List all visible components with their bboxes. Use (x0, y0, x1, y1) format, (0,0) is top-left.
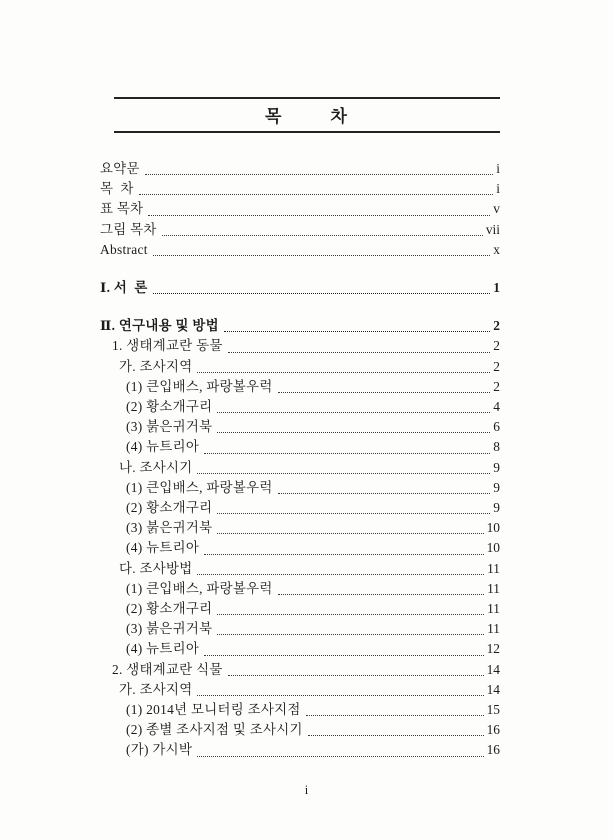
toc-entry-page: 6 (493, 419, 500, 435)
dotted-leader (217, 634, 484, 635)
toc-entry (100, 220, 500, 240)
dotted-leader (228, 675, 484, 676)
toc-entry-page: i (496, 161, 500, 176)
toc-entry (100, 316, 500, 336)
dotted-leader (278, 594, 485, 595)
toc-entry-page: 2 (493, 358, 500, 374)
toc-entry-page: 11 (487, 580, 500, 596)
toc-entry-label: (3) 붉은귀거북 (126, 419, 213, 435)
toc-entry-page: 10 (486, 520, 500, 536)
toc-entry (100, 559, 500, 579)
toc-entry (100, 680, 500, 700)
toc-entry-label: (2) 황소개구리 (126, 399, 213, 415)
toc-entry-page: 12 (486, 641, 500, 657)
dotted-leader (306, 715, 484, 716)
toc-entry-page: 11 (487, 560, 500, 576)
dotted-leader (204, 554, 484, 555)
dotted-leader (217, 533, 483, 534)
toc-entry (100, 437, 500, 457)
dotted-leader (308, 735, 484, 736)
dotted-leader (197, 372, 490, 373)
toc-entry-page: i (496, 181, 500, 197)
page-title: 목 차 (265, 107, 349, 126)
toc-entry (100, 498, 500, 518)
toc-entry-label: (4) 뉴트리아 (126, 540, 200, 556)
toc-entry-label: (3) 붉은귀거북 (126, 520, 213, 536)
toc-entry-label: (가) 가시박 (126, 742, 193, 758)
toc-entry (100, 278, 500, 298)
dotted-leader (148, 215, 490, 216)
dotted-leader (228, 352, 491, 353)
dotted-leader (217, 412, 490, 413)
footer-page-number: i (304, 783, 309, 797)
toc-entry (100, 518, 500, 538)
toc-entry-page: x (493, 241, 500, 257)
toc-entry-page: 9 (493, 459, 500, 475)
dotted-leader (217, 513, 490, 514)
toc-entry-label: 2. 생태계교란 식물 (112, 661, 223, 677)
toc-entry-page: 9 (493, 500, 500, 516)
toc-entry-label: (4) 뉴트리아 (126, 439, 200, 455)
toc-entry-label: 1. 생태계교란 동물 (112, 338, 223, 354)
toc-entry (100, 478, 500, 498)
toc-entry-label: 요약문 (100, 161, 140, 176)
toc-entry-page: 11 (487, 601, 500, 617)
toc-entry-label: Ⅱ. 연구내용 및 방법 (100, 318, 219, 334)
toc-entry-label: (1) 큰입배스, 파랑볼우럭 (126, 580, 273, 596)
toc-entry-label: Ⅰ. 서 론 (100, 280, 148, 296)
toc-entry-page: 16 (486, 722, 500, 738)
toc-entry-label: 가. 조사지역 (119, 358, 193, 374)
toc-entry (100, 700, 500, 720)
toc-entry (100, 720, 500, 740)
toc-entry-page: 2 (493, 318, 500, 334)
toc-entry-label: 그림 목차 (100, 221, 157, 237)
toc-entry-label: (3) 붉은귀거북 (126, 621, 213, 637)
dotted-leader (197, 756, 484, 757)
dotted-leader (197, 695, 483, 696)
dotted-leader (139, 194, 493, 195)
toc-entry-label: (4) 뉴트리아 (126, 641, 200, 657)
toc-entry-page: 15 (486, 702, 500, 718)
toc-entry-page: 14 (486, 661, 500, 677)
dotted-leader (204, 453, 490, 454)
toc-entry-page: 2 (493, 338, 500, 354)
toc-entry-page: 11 (487, 621, 500, 637)
toc-entry-label: 다. 조사방법 (119, 560, 193, 576)
toc-entry-page: 10 (486, 540, 500, 556)
toc-entry (100, 397, 500, 417)
toc-entry-label: (2) 황소개구리 (126, 601, 213, 617)
toc-entry (100, 579, 500, 599)
toc-entry (100, 417, 500, 437)
dotted-leader (217, 614, 484, 615)
toc-entry (100, 619, 500, 639)
toc-entry-label: 목 차 (100, 181, 134, 197)
toc-entry-page: 14 (486, 681, 500, 697)
toc-entry-label: 가. 조사지역 (119, 681, 193, 697)
toc-entry-label: 표 목차 (100, 201, 144, 217)
toc-entry-page: 1 (493, 280, 500, 296)
dotted-leader (278, 392, 491, 393)
dotted-leader (162, 235, 483, 236)
toc-entry-label: (1) 2014년 모니터링 조사지점 (126, 702, 301, 718)
toc-entry (100, 199, 500, 219)
dotted-leader (204, 655, 484, 656)
toc-entry-label: (2) 종별 조사지점 및 조사시기 (126, 722, 303, 738)
dotted-leader (224, 331, 490, 332)
toc-entry-label: (1) 큰입배스, 파랑볼우럭 (126, 479, 273, 495)
dotted-leader (153, 255, 491, 256)
toc-entry (100, 599, 500, 619)
dotted-leader (153, 293, 491, 294)
toc-entry-page: 2 (493, 378, 500, 394)
toc-entry (100, 639, 500, 659)
toc-entry-label: (1) 큰입배스, 파랑볼우럭 (126, 378, 273, 394)
toc-entry (100, 357, 500, 377)
toc-entry-page: 8 (493, 439, 500, 455)
toc-entry-label: Abstract (100, 241, 148, 257)
dotted-leader (145, 174, 494, 175)
toc-entry (100, 458, 500, 478)
toc-entry-page: 4 (493, 399, 500, 415)
toc-entry (100, 159, 500, 179)
toc-entry (100, 240, 500, 260)
toc-entry-label: (2) 황소개구리 (126, 500, 213, 516)
dotted-leader (217, 432, 490, 433)
dotted-leader (197, 574, 484, 575)
toc-entry (100, 660, 500, 680)
toc-list (100, 159, 500, 761)
toc-entry-label: 나. 조사시기 (119, 459, 193, 475)
toc-entry-page: 16 (486, 742, 500, 758)
toc-entry (100, 336, 500, 356)
toc-entry (100, 179, 500, 199)
title-rule-block (114, 97, 500, 133)
dotted-leader (278, 493, 491, 494)
toc-entry-page: v (493, 201, 500, 217)
dotted-leader (197, 473, 490, 474)
toc-content (100, 97, 500, 761)
toc-entry-page: vii (485, 221, 500, 237)
toc-entry (100, 377, 500, 397)
toc-entry (100, 538, 500, 558)
toc-entry-page: 9 (493, 479, 500, 495)
toc-entry (100, 740, 500, 760)
